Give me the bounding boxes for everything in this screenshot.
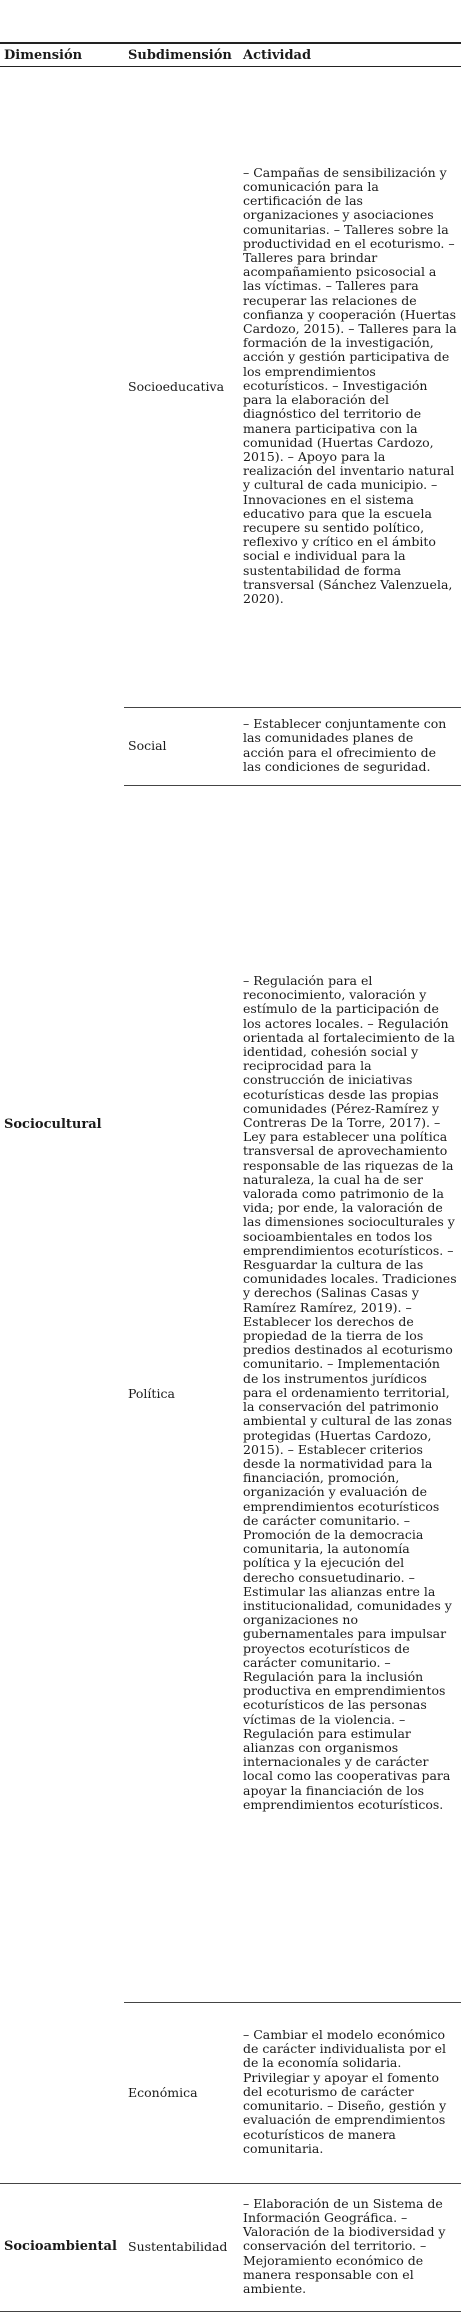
activity-cell: – Regulación para el reconocimiento, valoración y estímulo de la participación de los actores locales. – Regulación orientada al fortalecimiento de la identidad, cohesión social y reciprocidad para la construcción de iniciativas ecoturísticas desde las propias comunidades (Pérez-Ramírez y Contreras De la Torre, 2017). – Ley para establecer una política transversal de aprovechamiento responsable de las riquezas de la naturaleza, la cual ha de ser valorada como patrimonio de la vida; por ende, la valoración de las dimensiones socioculturales y socioambientales en todos los emprendimientos ecoturísticos. – Resguardar la cultura de las comunidades locales. Tradiciones y derechos (Salinas Casas y Ramírez Ramírez, 2019). – Establecer los derechos de propiedad de la tierra de los predios destinados al ecoturismo comunitario. – Implementación de los instrumentos jurídicos para el ordenamiento territorial, la conservación del patrimonio ambiental y cultural de las zonas protegidas (Huertas Cardozo, 2015). – Establecer criterios desde la normatividad para la financiación, promoción, organización y evaluación de emprendimientos ecoturísticos de carácter comunitario. – Promoción de la democracia comunitaria, la autonomía política y la ejecución del derecho consuetudinario. – Estimular las alianzas entre la institucionalidad, comunidades y organizaciones no gubernamentales para impulsar proyectos ecoturísticos de carácter comunitario. – Regulación para la inclusión productiva en emprendimientos ecoturísticos de las personas víctimas de la violencia. – Regulación para estimular alianzas con organismos internacionales y de carácter local como las cooperativas para apoyar la financiación de los emprendimientos ecoturísticos.	[239, 786, 461, 2003]
activity-cell: – Establecer conjuntamente con las comunidades planes de acción para el ofrecimiento de las condiciones de seguridad.	[239, 708, 461, 786]
subdimension-cell: Económica	[124, 2003, 239, 2184]
activities-table	[0, 42, 461, 2312]
table-row	[0, 67, 461, 708]
subdimension-cell: Social	[124, 708, 239, 786]
activity-cell: – Cambiar el modelo económico de carácter individualista por el de la economía solidaria. Privilegiar y apoyar el fomento del ecoturismo de carácter comunitario. – Diseño, gestión y evaluación de emprendimientos ecoturísticos de manera comunitaria.	[239, 2003, 461, 2184]
subdimension-cell: Política	[124, 786, 239, 2003]
header-subdimension: Subdimensión	[124, 43, 239, 67]
dimension-cell: Socioambiental	[0, 2184, 124, 2312]
header-dimension: Dimensión	[0, 43, 124, 67]
dimension-cell: Sociocultural	[4, 1116, 102, 1132]
subdimension-cell: Sustentabilidad	[124, 2184, 239, 2312]
subdimension-cell: Socioeducativa	[124, 67, 239, 708]
activity-cell: – Campañas de sensibilización y comunicación para la certificación de las organizaciones y asociaciones comunitarias. – Talleres sobre la productividad en el ecoturismo. – Talleres para brindar acompañamiento psicosocial a las víctimas. – Talleres para recuperar las relaciones de confianza y cooperación (Huertas Cardozo, 2015). – Talleres para la formación de la investigación, acción y gestión participativa de los emprendimientos ecoturísticos. – Investigación para la elaboración del diagnóstico del territorio de manera participativa con la comunidad (Huertas Cardozo, 2015). – Apoyo para la realización del inventario natural y cultural de cada municipio. – Innovaciones en el sistema educativo para que la escuela recupere su sentido político, reflexivo y crítico en el ámbito social e individual para la sustentabilidad de forma transversal (Sánchez Valenzuela, 2020).	[239, 67, 461, 708]
table-header-row	[0, 43, 461, 67]
header-activity: Actividad	[239, 43, 461, 67]
table-row	[0, 2184, 461, 2312]
activity-cell: – Elaboración de un Sistema de Información Geográfica. – Valoración de la biodiversidad y conservación del territorio. – Mejoramiento económico de manera responsable con el ambiente.	[239, 2184, 461, 2312]
